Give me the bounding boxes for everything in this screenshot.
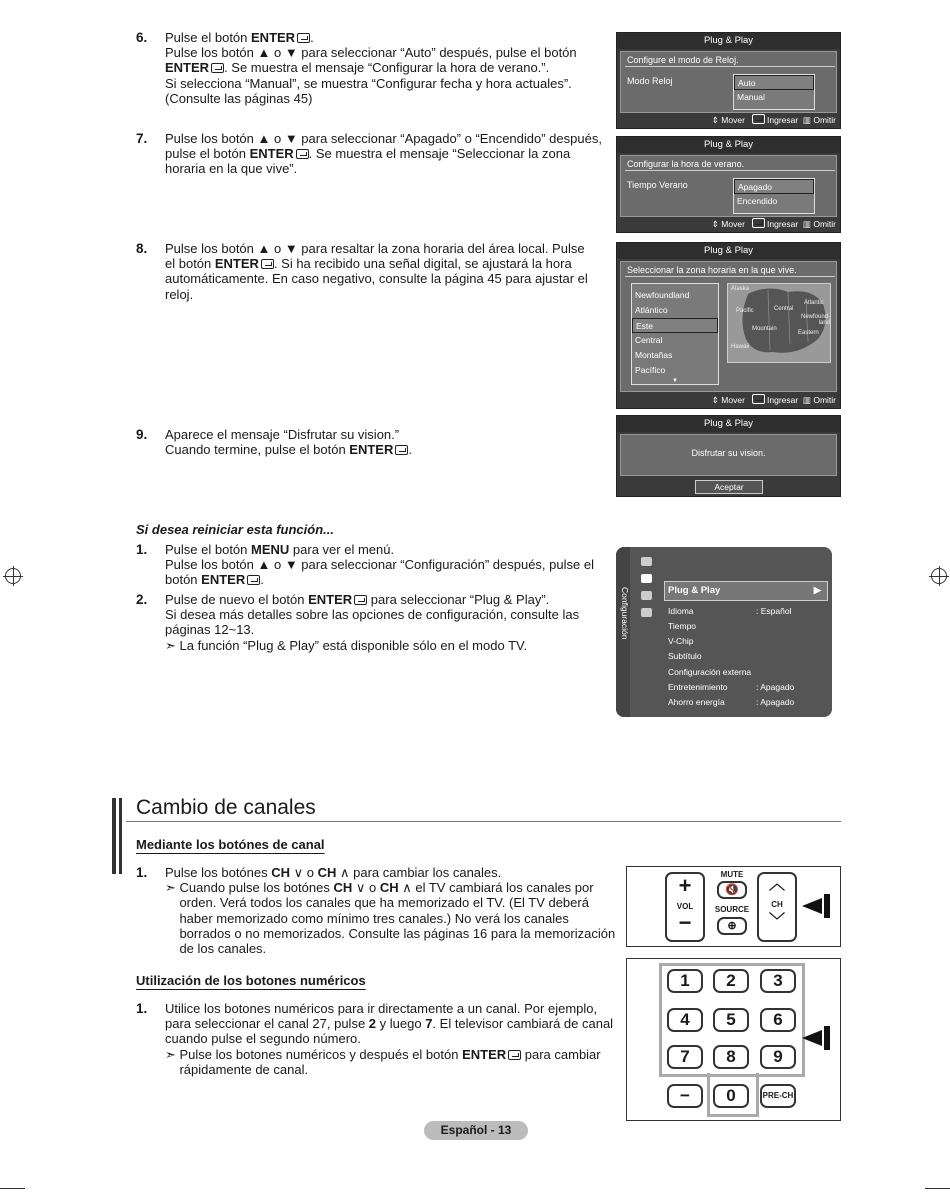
step-number: 1. <box>136 1001 148 1016</box>
step-line: borrados o no memorizados. Consulte las páginas 16 para la memorización <box>165 925 616 941</box>
aceptar-button[interactable]: Aceptar <box>695 480 763 494</box>
enter-icon <box>508 1050 521 1060</box>
tz-option-selected[interactable]: Este <box>632 318 718 333</box>
tz-option[interactable]: Central <box>635 335 663 345</box>
menu-item-value: : Español <box>756 606 792 616</box>
step-line: ➣ Pulse los botones numéricos y después el botón ENTER para cambiar <box>165 1046 601 1062</box>
osd-message: Disfrutar su vision. <box>691 448 766 458</box>
subheading-channel-buttons: Mediante los botónes de canal <box>136 837 325 852</box>
step-number: 2. <box>136 592 148 607</box>
osd-message: Seleccionar la zona horaria en la que vive. <box>627 265 797 275</box>
enter-icon <box>261 259 274 269</box>
reset-heading: Si desea reiniciar esta función... <box>136 522 334 537</box>
step-number: 6. <box>136 30 148 45</box>
menu-item[interactable]: Configuración externa <box>668 667 752 677</box>
menu-item[interactable]: Idioma <box>668 606 694 616</box>
config-side-label: Configuración <box>620 587 630 640</box>
step-line: (Consulte las páginas 45) <box>165 90 313 106</box>
tz-option[interactable]: Newfoundland <box>635 290 690 300</box>
step-line: ➣ La función “Plug & Play” está disponible sólo en el modo TV. <box>165 637 528 653</box>
step-number: 7. <box>136 131 148 146</box>
step-line: rápidamente de canal. <box>165 1061 309 1077</box>
pointer-arrow-icon <box>802 898 822 914</box>
osd-option-auto[interactable]: Auto <box>734 75 814 90</box>
step-number: 8. <box>136 241 148 256</box>
menu-item[interactable]: Ahorro energía <box>668 697 725 707</box>
osd-message: Configurar la hora de verano. <box>627 159 745 169</box>
subheading-number-buttons: Utilización de los botones numéricos <box>136 973 366 988</box>
picture-icon[interactable] <box>641 557 652 566</box>
step-line: Si selecciona “Manual”, se muestra “Configurar fecha y hora actuales”. <box>165 75 572 91</box>
enter-icon <box>395 445 408 455</box>
digit-2-button[interactable]: 2 <box>713 969 749 993</box>
mute-icon: 🔇 <box>725 884 739 896</box>
channel-button[interactable]: ︿ CH ﹀ <box>757 872 797 942</box>
step-number: 1. <box>136 865 148 880</box>
step-line: ➣ Cuando pulse los botónes CH ∨ o CH ∧ el TV cambiará los canales por <box>165 880 594 896</box>
osd-enjoy <box>616 415 841 497</box>
step-line: para seleccionar el canal 27, pulse 2 y luego 7. El televisor cambiará de canal <box>165 1016 614 1032</box>
source-icon: ⊕ <box>727 920 737 932</box>
arrow-right-icon: ▶ <box>813 585 821 596</box>
digit-7-button[interactable]: 7 <box>667 1045 703 1069</box>
step-line: Pulse el botón ENTER . <box>165 30 314 45</box>
menu-item[interactable]: Tiempo <box>668 621 697 631</box>
enter-icon <box>211 63 224 73</box>
dash-button[interactable]: − <box>667 1084 703 1108</box>
osd-timezone <box>616 242 841 409</box>
step-line: Aparece el mensaje “Disfrutar su vision.” <box>165 427 400 442</box>
enter-icon <box>297 33 310 43</box>
step-line: Pulse de nuevo el botón ENTER para seleccionar “Plug & Play”. <box>165 592 550 607</box>
enter-icon <box>354 595 367 605</box>
scroll-down-icon[interactable]: ▼ <box>672 378 678 384</box>
menu-item[interactable]: Subtítulo <box>668 651 702 661</box>
digit-1-button[interactable]: 1 <box>667 969 703 993</box>
config-menu <box>616 547 832 717</box>
tz-option[interactable]: Pacífico <box>635 365 666 375</box>
enter-icon <box>247 575 260 585</box>
step-line: pulse el botón ENTER . Se muestra el mensaje “Seleccionar la zona <box>165 146 571 162</box>
menu-icon-column <box>638 557 656 625</box>
osd-footer: ⇕ Mover Ingresar ▥ Omitir <box>711 115 836 125</box>
osd-footer: ⇕ Mover Ingresar ▥ Omitir <box>711 219 836 229</box>
osd-title: Plug & Play <box>617 33 840 49</box>
mute-button[interactable] <box>717 881 747 899</box>
step-line: Pulse el botón MENU para ver el menú. <box>165 542 395 557</box>
pre-ch-button[interactable]: PRE-CH <box>760 1084 796 1108</box>
menu-item-value: : Apagado <box>756 697 795 707</box>
menu-item-value: : Apagado <box>756 682 795 692</box>
step-line: de los canales. <box>165 941 267 957</box>
osd-clock-mode <box>616 32 841 129</box>
osd-label: Tiempo Verano <box>627 180 688 190</box>
step-line: Utilice los botones numéricos para ir directamente a un canal. Por ejemplo, <box>165 1001 598 1016</box>
settings-icon[interactable] <box>641 574 652 583</box>
section-divider <box>126 821 841 822</box>
step-line: Pulse los botón ▲ o ▼ para seleccionar “Apagado” o “Encendido” después, <box>165 131 602 146</box>
digit-8-button[interactable]: 8 <box>713 1045 749 1069</box>
timezone-list <box>631 283 719 385</box>
step-line: orden. Verá todos los canales que ha memorizado el TV. (El TV deberá <box>165 895 589 911</box>
digit-0-button[interactable]: 0 <box>713 1084 749 1108</box>
digit-5-button[interactable]: 5 <box>713 1008 749 1032</box>
step-line: haber memorizado como mínimo tres canales.) No verá los canales <box>165 910 569 926</box>
osd-title: Plug & Play <box>617 137 840 153</box>
osd-option-manual[interactable]: Manual <box>737 92 765 102</box>
step-line: Pulse los botón ▲ o ▼ para resaltar la zona horaria del área local. Pulse <box>165 241 585 256</box>
digit-6-button[interactable]: 6 <box>760 1008 796 1032</box>
step-line: Cuando termine, pulse el botón ENTER . <box>165 442 412 458</box>
registration-mark-left <box>5 568 21 584</box>
osd-message: Configure el modo de Reloj. <box>627 55 739 65</box>
remote-channel-illustration: + VOL − MUTE 🔇 SOURCE ⊕ ︿ CH ﹀ <box>626 866 841 947</box>
step-line: páginas 12~13. <box>165 622 255 638</box>
menu-highlight-plug-play[interactable]: Plug & Play ▶ <box>664 581 828 601</box>
step-line: cuando pulse el segundo número. <box>165 1031 361 1047</box>
enter-icon <box>296 149 309 159</box>
osd-option-encendido[interactable]: Encendido <box>737 196 778 206</box>
page-number: Español - 13 <box>424 1121 528 1140</box>
input-icon[interactable] <box>641 608 652 617</box>
step-line: Pulse los botón ▲ o ▼ para seleccionar “Auto” después, pulse el botón <box>165 45 577 61</box>
step-line: horaria en la que vive”. <box>165 161 298 177</box>
osd-footer: ⇕ Mover Ingresar ▥ Omitir <box>711 395 836 405</box>
osd-daylight <box>616 136 841 233</box>
volume-button[interactable]: + VOL − <box>665 872 705 942</box>
step-number: 9. <box>136 427 148 442</box>
menu-item[interactable]: V-Chip <box>668 636 694 646</box>
sound-icon[interactable] <box>641 591 652 600</box>
step-line: ENTER . Se muestra el mensaje “Configurar la hora de verano.”. <box>165 60 550 76</box>
tz-option[interactable]: Atlántico <box>635 305 668 315</box>
chevron-down-icon: ﹀ <box>768 913 785 930</box>
step-number: 1. <box>136 542 148 557</box>
tz-option[interactable]: Montañas <box>635 350 673 360</box>
section-title: Cambio de canales <box>136 796 316 819</box>
osd-title: Plug & Play <box>617 416 840 432</box>
step-line: botón ENTER . <box>165 572 264 588</box>
step-line: automáticamente. En caso negativo, consulte la página 45 para ajustar el <box>165 271 588 287</box>
step-line: el botón ENTER . Si ha recibido una señal digital, se ajustará la hora <box>165 256 572 272</box>
pointer-arrow-icon <box>802 1030 822 1046</box>
remote-number-illustration <box>626 958 841 1121</box>
section-bar <box>112 798 122 874</box>
chevron-up-icon: ︿ <box>768 876 785 893</box>
step-line: Pulse los botónes CH ∨ o CH ∧ para cambiar los canales. <box>165 865 502 880</box>
osd-option-apagado[interactable]: Apagado <box>734 179 814 194</box>
registration-mark-right <box>931 568 947 584</box>
step-line: reloj. <box>165 286 194 302</box>
timezone-map: Alaska Pacific Central Atlantic Newfound-land Mountain Eastern Hawaii <box>727 283 831 363</box>
step-line: Pulse los botón ▲ o ▼ para seleccionar “Configuración” después, pulse el <box>165 557 594 573</box>
step-line: Si desea más detalles sobre las opciones de configuración, consulte las <box>165 607 580 623</box>
digit-9-button[interactable]: 9 <box>760 1045 796 1069</box>
source-button[interactable] <box>717 917 747 935</box>
digit-4-button[interactable]: 4 <box>667 1008 703 1032</box>
menu-item[interactable]: Entretenimiento <box>668 682 728 692</box>
osd-title: Plug & Play <box>617 243 840 259</box>
digit-3-button[interactable]: 3 <box>760 969 796 993</box>
osd-label: Modo Reloj <box>627 76 673 86</box>
